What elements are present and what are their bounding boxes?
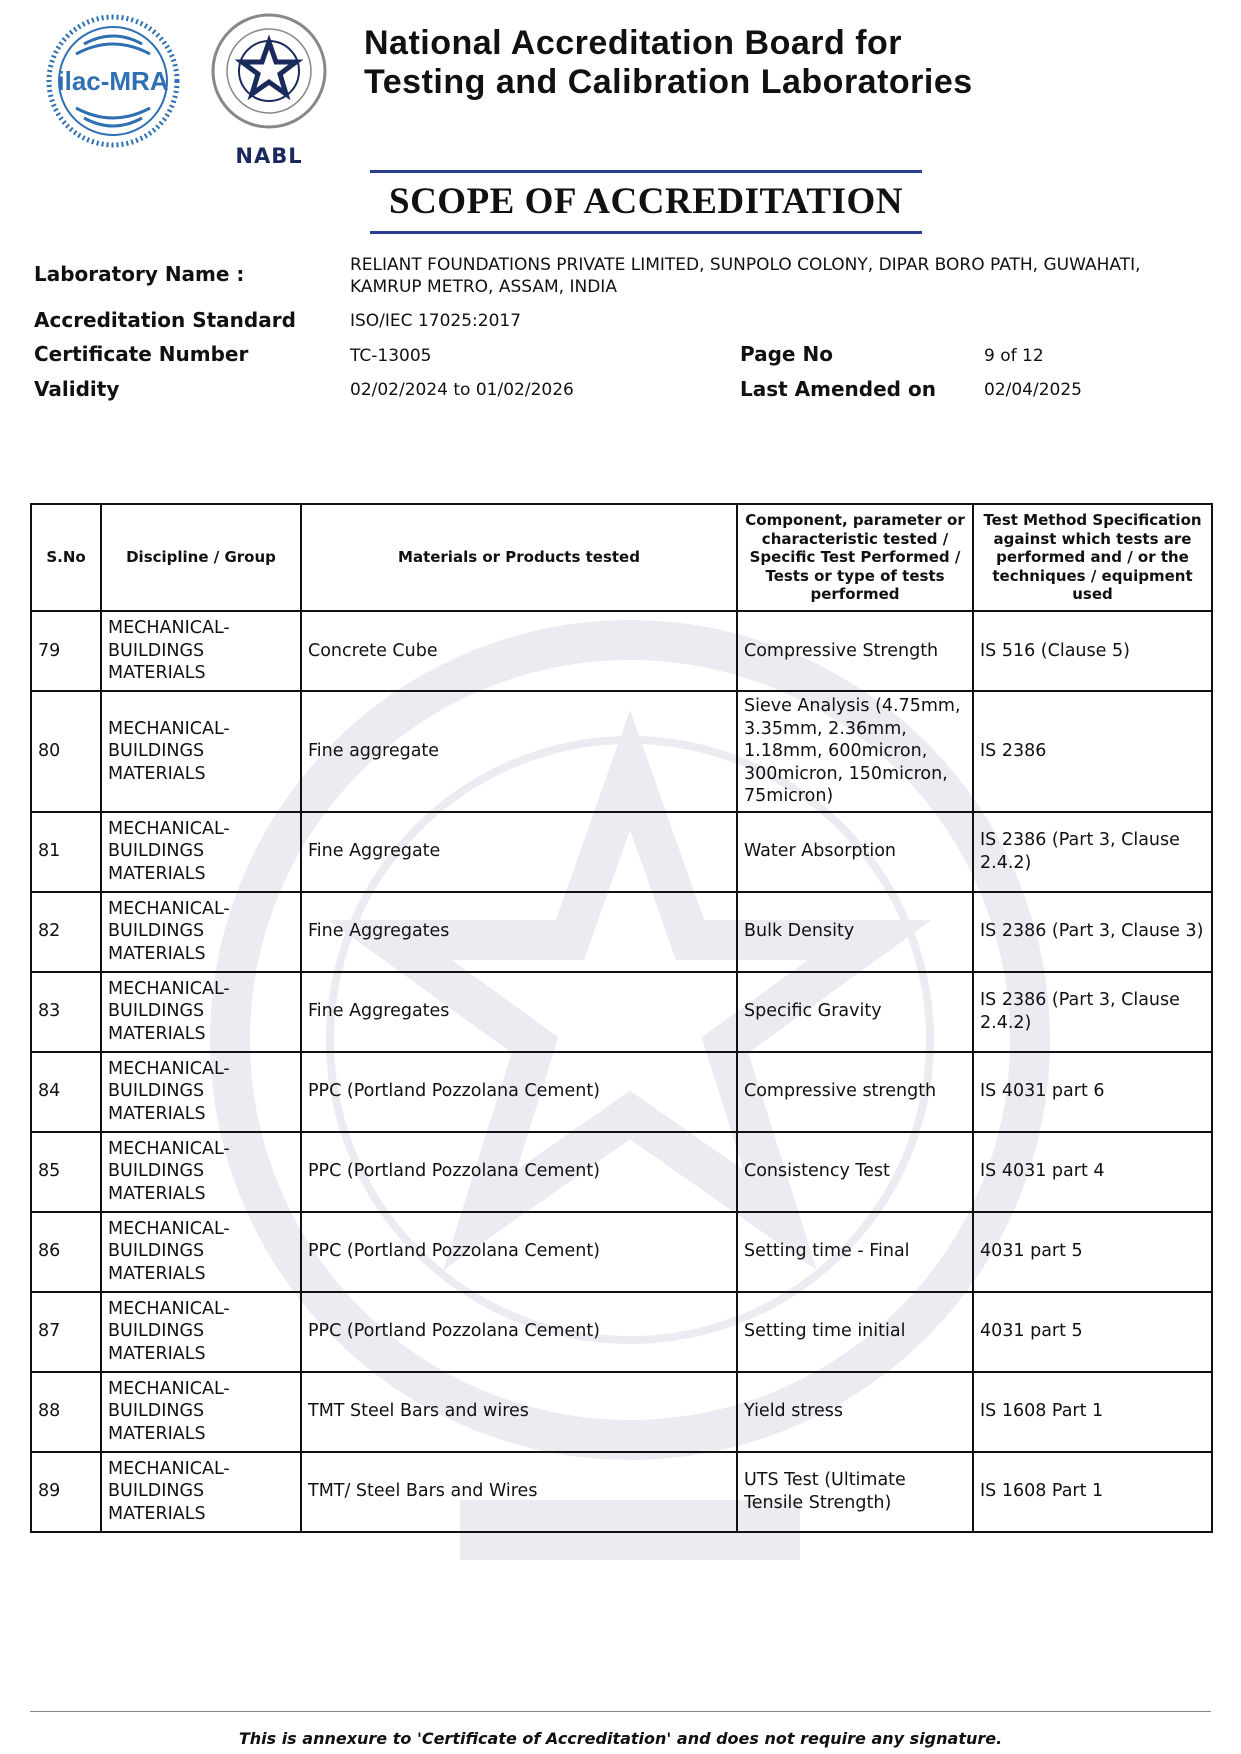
cell-material: PPC (Portland Pozzolana Cement) [301,1292,737,1372]
header-material: Materials or Products tested [301,504,737,611]
table-row [31,892,1212,972]
cell-sno: 87 [31,1292,101,1372]
cell-sno: 79 [31,611,101,691]
table-header-row [31,504,1212,611]
cell-discipline: MECHANICAL- BUILDINGS MATERIALS [101,1132,301,1212]
cell-material: TMT/ Steel Bars and Wires [301,1452,737,1532]
certificate-label: Certificate Number [34,342,249,366]
table-row [31,1292,1212,1372]
lab-name-line1: RELIANT FOUNDATIONS PRIVATE LIMITED, SUNPOLO COLONY, DIPAR BORO PATH, GUWAHATI, [350,255,1141,275]
validity-value: 02/02/2024 to 01/02/2026 [350,380,574,400]
cell-discipline: MECHANICAL- BUILDINGS MATERIALS [101,1212,301,1292]
organization-name [364,24,973,102]
certificate-value: TC-13005 [350,346,432,366]
cell-discipline: MECHANICAL- BUILDINGS MATERIALS [101,1452,301,1532]
cell-sno: 80 [31,691,101,812]
ilac-mra-logo-text: ilac-MRA [57,66,169,96]
cell-material: Fine Aggregate [301,812,737,892]
table-row [31,812,1212,892]
cell-method: IS 2386 (Part 3, Clause 3) [973,892,1212,972]
page-no-label: Page No [740,342,833,366]
table-row [31,1372,1212,1452]
cell-material: Fine Aggregates [301,972,737,1052]
lab-name-label: Laboratory Name : [34,262,245,286]
header-discipline: Discipline / Group [101,504,301,611]
cell-discipline: MECHANICAL- BUILDINGS MATERIALS [101,812,301,892]
cell-material: PPC (Portland Pozzolana Cement) [301,1052,737,1132]
table-row [31,1212,1212,1292]
header-component: Component, parameter or characteristic tested / Specific Test Performed / Tests or type of tests performed [737,504,973,611]
cell-sno: 82 [31,892,101,972]
cell-method: IS 1608 Part 1 [973,1452,1212,1532]
cell-method: IS 1608 Part 1 [973,1372,1212,1452]
cell-component: Sieve Analysis (4.75mm, 3.35mm, 2.36mm, 1.18mm, 600micron, 300micron, 150micron, 75micron) [737,691,973,812]
cell-component: Consistency Test [737,1132,973,1212]
cell-method: IS 2386 (Part 3, Clause 2.4.2) [973,972,1212,1052]
cell-discipline: MECHANICAL- BUILDINGS MATERIALS [101,691,301,812]
cell-sno: 89 [31,1452,101,1532]
cell-component: UTS Test (Ultimate Tensile Strength) [737,1452,973,1532]
cell-sno: 86 [31,1212,101,1292]
ilac-mra-logo [46,14,180,148]
cell-method: IS 2386 (Part 3, Clause 2.4.2) [973,812,1212,892]
nabl-seal-logo [210,12,328,130]
table-row [31,611,1212,691]
cell-sno: 84 [31,1052,101,1132]
footer-divider [30,1711,1211,1712]
cell-sno: 85 [31,1132,101,1212]
page-no-value: 9 of 12 [984,346,1044,366]
lab-name-line2: KAMRUP METRO, ASSAM, INDIA [350,277,617,297]
cell-discipline: MECHANICAL- BUILDINGS MATERIALS [101,611,301,691]
cell-material: Concrete Cube [301,611,737,691]
organization-name-line1: National Accreditation Board for [364,24,903,62]
table-body [31,611,1212,1532]
cell-method: IS 4031 part 6 [973,1052,1212,1132]
header-sno: S.No [31,504,101,611]
cell-discipline: MECHANICAL- BUILDINGS MATERIALS [101,1052,301,1132]
last-amended-label: Last Amended on [740,377,936,401]
table-row [31,1452,1212,1532]
cell-component: Bulk Density [737,892,973,972]
footer-note: This is annexure to 'Certificate of Accreditation' and does not require any signature. [238,1729,1003,1748]
lab-name-value [350,254,1210,298]
cell-component: Setting time initial [737,1292,973,1372]
cell-sno: 81 [31,812,101,892]
cell-component: Water Absorption [737,812,973,892]
header-method: Test Method Specification against which tests are performed and / or the techniques / equipment used [973,504,1212,611]
cell-component: Setting time - Final [737,1212,973,1292]
scope-title: SCOPE OF ACCREDITATION [370,170,922,234]
cell-sno: 83 [31,972,101,1052]
cell-discipline: MECHANICAL- BUILDINGS MATERIALS [101,892,301,972]
cell-method: IS 2386 [973,691,1212,812]
cell-component: Yield stress [737,1372,973,1452]
table-row [31,1132,1212,1212]
scope-table [30,503,1213,1533]
cell-method: IS 516 (Clause 5) [973,611,1212,691]
cell-method: 4031 part 5 [973,1212,1212,1292]
cell-material: TMT Steel Bars and wires [301,1372,737,1452]
standard-value: ISO/IEC 17025:2017 [350,311,522,331]
cell-component: Compressive Strength [737,611,973,691]
last-amended-value: 02/04/2025 [984,380,1082,400]
cell-component: Compressive strength [737,1052,973,1132]
cell-discipline: MECHANICAL- BUILDINGS MATERIALS [101,1292,301,1372]
nabl-logo-text: NABL [235,144,303,168]
cell-discipline: MECHANICAL- BUILDINGS MATERIALS [101,1372,301,1452]
cell-component: Specific Gravity [737,972,973,1052]
cell-method: IS 4031 part 4 [973,1132,1212,1212]
table-row [31,691,1212,812]
cell-discipline: MECHANICAL- BUILDINGS MATERIALS [101,972,301,1052]
cell-material: Fine aggregate [301,691,737,812]
cell-material: PPC (Portland Pozzolana Cement) [301,1212,737,1292]
organization-name-line2: Testing and Calibration Laboratories [364,63,973,101]
cell-sno: 88 [31,1372,101,1452]
cell-method: 4031 part 5 [973,1292,1212,1372]
cell-material: Fine Aggregates [301,892,737,972]
standard-label: Accreditation Standard [34,308,296,332]
validity-label: Validity [34,377,120,401]
table-row [31,972,1212,1052]
cell-material: PPC (Portland Pozzolana Cement) [301,1132,737,1212]
table-row [31,1052,1212,1132]
